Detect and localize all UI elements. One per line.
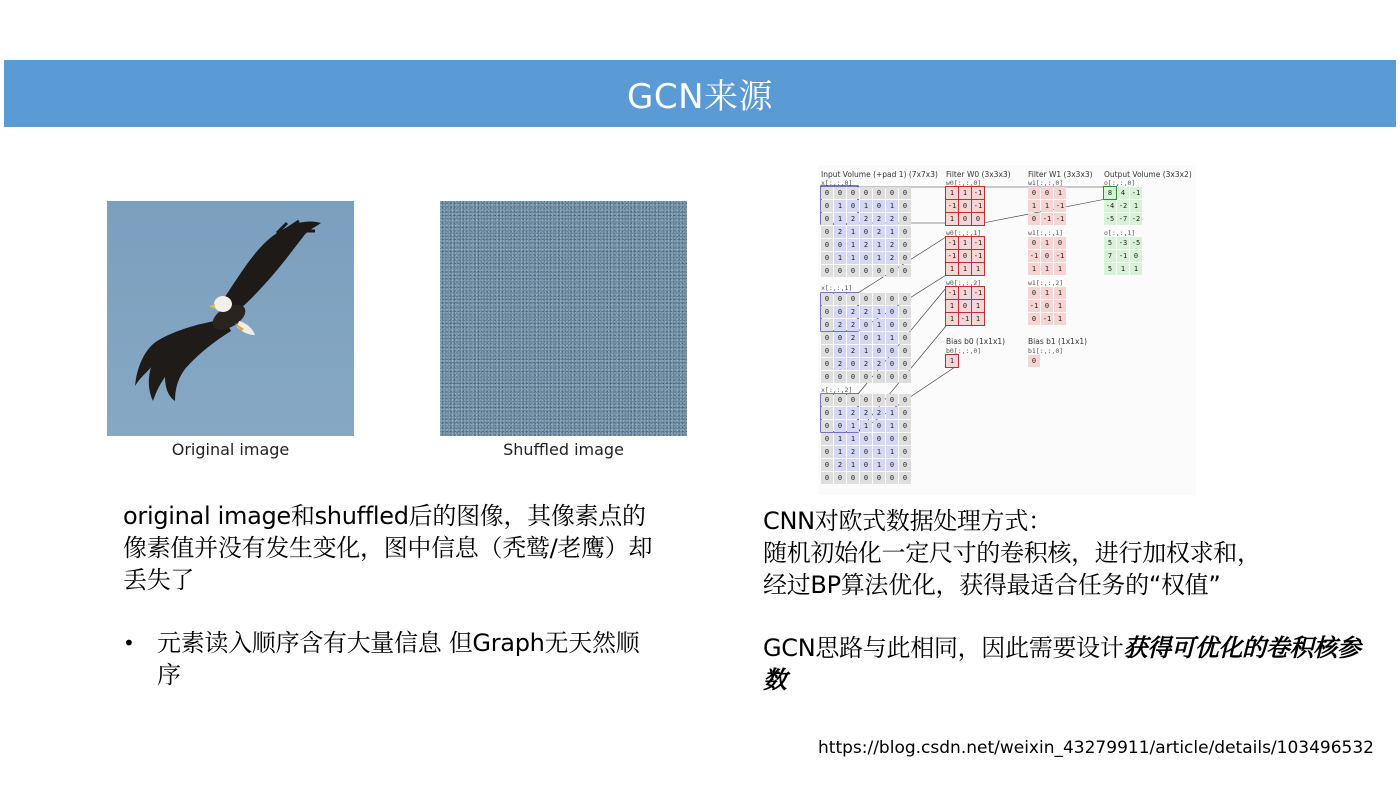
- matrix-cell: 0: [860, 394, 872, 406]
- matrix-cell: 2: [847, 319, 859, 331]
- matrix-cell: 0: [899, 371, 911, 383]
- w02-label: w0[:,:,2]: [946, 279, 982, 287]
- input-volume-header: Input Volume (+pad 1) (7x7x3): [821, 170, 938, 179]
- matrix-cell: -1: [947, 239, 957, 247]
- cnn-line-1: CNN对欧式数据处理方式：: [763, 507, 1052, 535]
- matrix-cell: 2: [834, 358, 846, 370]
- bias-b0-header: Bias b0 (1x1x1): [946, 337, 1006, 346]
- matrix-cell: 1: [946, 213, 958, 225]
- matrix-cell: 0: [1041, 300, 1053, 312]
- matrix-cell: 0: [860, 446, 872, 458]
- matrix-cell: 0: [821, 433, 833, 445]
- matrix-cell: 0: [860, 265, 872, 277]
- matrix-cell: -1: [973, 189, 983, 197]
- bullet-marker: •: [123, 631, 135, 655]
- x2-label: x[:,:,2]: [821, 386, 853, 394]
- matrix-cell: 5: [1104, 237, 1116, 249]
- matrix-cell: 0: [899, 459, 911, 471]
- matrix-cell: 0: [821, 187, 833, 199]
- matrix-cell: 0: [886, 459, 898, 471]
- matrix-cell: 1: [1041, 287, 1053, 299]
- matrix-cell: -5: [1105, 215, 1115, 223]
- matrix-cell: 0: [899, 306, 911, 318]
- right-description: [763, 505, 1363, 601]
- matrix-cell: 1: [959, 263, 971, 275]
- matrix-cell: 0: [873, 200, 885, 212]
- input-slice-1: [821, 293, 911, 383]
- matrix-cell: 1: [873, 239, 885, 251]
- matrix-cell: 0: [821, 252, 833, 264]
- gcn-emphasis-text: 获得可优化的卷积核参数: [763, 634, 1361, 694]
- input-slice-0: [821, 187, 911, 277]
- input-slice-2: [821, 394, 911, 484]
- matrix-cell: -1: [947, 252, 957, 260]
- matrix-cell: 0: [886, 394, 898, 406]
- matrix-cell: 0: [886, 319, 898, 331]
- matrix-cell: 0: [899, 345, 911, 357]
- matrix-cell: 0: [834, 420, 846, 432]
- output-slice-1: [1104, 237, 1142, 275]
- matrix-cell: 0: [821, 306, 833, 318]
- matrix-cell: 0: [821, 226, 833, 238]
- original-image-caption: Original image: [171, 440, 290, 459]
- matrix-cell: 0: [821, 213, 833, 225]
- matrix-cell: 0: [873, 394, 885, 406]
- matrix-cell: 1: [1130, 263, 1142, 275]
- w11-label: w1[:,:,1]: [1028, 229, 1064, 237]
- matrix-cell: 2: [847, 446, 859, 458]
- matrix-cell: 0: [821, 420, 833, 432]
- matrix-cell: 0: [821, 459, 833, 471]
- matrix-cell: -1: [1118, 252, 1128, 260]
- matrix-cell: -1: [973, 289, 983, 297]
- matrix-cell: 0: [899, 226, 911, 238]
- matrix-cell: 1: [886, 200, 898, 212]
- matrix-cell: 2: [873, 407, 885, 419]
- matrix-cell: 8: [1104, 187, 1116, 199]
- matrix-cell: 1: [834, 433, 846, 445]
- matrix-cell: 7: [1104, 250, 1116, 262]
- matrix-cell: 0: [860, 187, 872, 199]
- matrix-cell: -1: [1042, 315, 1052, 323]
- matrix-cell: 0: [860, 293, 872, 305]
- matrix-cell: 0: [834, 345, 846, 357]
- eagle-illustration: [107, 201, 354, 436]
- matrix-cell: 1: [1054, 300, 1066, 312]
- matrix-cell: 0: [972, 213, 984, 225]
- matrix-cell: 0: [873, 433, 885, 445]
- matrix-cell: 1: [834, 213, 846, 225]
- matrix-cell: 2: [834, 319, 846, 331]
- matrix-cell: -1: [973, 239, 983, 247]
- matrix-cell: 0: [834, 187, 846, 199]
- matrix-cell: 1: [946, 187, 958, 199]
- matrix-cell: -1: [1055, 202, 1065, 210]
- matrix-cell: 0: [899, 472, 911, 484]
- matrix-cell: 0: [899, 394, 911, 406]
- matrix-cell: 1: [860, 345, 872, 357]
- matrix-cell: 2: [860, 239, 872, 251]
- matrix-cell: 0: [821, 394, 833, 406]
- matrix-cell: 2: [873, 358, 885, 370]
- bias-b0-value: [946, 355, 958, 367]
- original-eagle-image: [107, 201, 354, 436]
- matrix-cell: 0: [899, 293, 911, 305]
- matrix-cell: 1: [886, 332, 898, 344]
- matrix-cell: 0: [873, 187, 885, 199]
- matrix-cell: 0: [860, 371, 872, 383]
- matrix-cell: 2: [847, 345, 859, 357]
- matrix-cell: 2: [860, 306, 872, 318]
- matrix-cell: 0: [886, 358, 898, 370]
- matrix-cell: 0: [959, 250, 971, 262]
- matrix-cell: 1: [873, 459, 885, 471]
- left-description: [123, 500, 663, 596]
- matrix-cell: 1: [972, 300, 984, 312]
- matrix-cell: 1: [1054, 287, 1066, 299]
- matrix-cell: 1: [1054, 263, 1066, 275]
- matrix-cell: 0: [821, 371, 833, 383]
- w12-label: w1[:,:,2]: [1028, 279, 1064, 287]
- matrix-cell: 1: [1028, 200, 1040, 212]
- matrix-cell: 2: [860, 407, 872, 419]
- matrix-cell: 0: [899, 239, 911, 251]
- matrix-cell: 1: [860, 200, 872, 212]
- source-url: https://blog.csdn.net/weixin_43279911/article/details/103496532: [818, 738, 1375, 758]
- matrix-cell: 1: [972, 313, 984, 325]
- matrix-cell: 0: [899, 319, 911, 331]
- matrix-cell: 0: [834, 306, 846, 318]
- matrix-cell: 2: [886, 252, 898, 264]
- bullet-text: 元素读入顺序含有大量信息 但Graph无天然顺序: [157, 629, 640, 689]
- matrix-cell: 1: [860, 420, 872, 432]
- matrix-cell: 2: [847, 306, 859, 318]
- matrix-cell: 1: [959, 187, 971, 199]
- matrix-cell: 0: [1028, 287, 1040, 299]
- matrix-cell: 2: [886, 213, 898, 225]
- cnn-convolution-diagram: [818, 165, 1196, 495]
- matrix-cell: -7: [1118, 215, 1128, 223]
- matrix-cell: 2: [860, 213, 872, 225]
- left-paragraph: original image和shuffled后的图像，其像素点的像素值并没有发生变化，图中信息（秃鹫/老鹰）却丢失了: [123, 502, 653, 594]
- matrix-cell: 0: [821, 200, 833, 212]
- matrix-cell: 4: [1117, 187, 1129, 199]
- matrix-cell: 0: [899, 433, 911, 445]
- shuffled-noise-image: [440, 201, 687, 436]
- matrix-cell: 1: [972, 263, 984, 275]
- matrix-cell: -1: [947, 289, 957, 297]
- matrix-cell: 5: [1104, 263, 1116, 275]
- matrix-cell: 2: [847, 213, 859, 225]
- matrix-cell: 0: [821, 446, 833, 458]
- slide-title: GCN来源: [626, 77, 774, 117]
- matrix-cell: 0: [847, 265, 859, 277]
- matrix-cell: 0: [1041, 250, 1053, 262]
- matrix-cell: -1: [1131, 189, 1141, 197]
- matrix-cell: 0: [899, 420, 911, 432]
- matrix-cell: 1: [1041, 200, 1053, 212]
- output-volume-header: Output Volume (3x3x2): [1104, 170, 1192, 179]
- matrix-cell: 0: [899, 265, 911, 277]
- matrix-cell: -4: [1105, 202, 1115, 210]
- matrix-cell: 0: [834, 394, 846, 406]
- matrix-cell: 0: [834, 239, 846, 251]
- filter-w0-header: Filter W0 (3x3x3): [946, 170, 1011, 179]
- matrix-cell: 2: [847, 407, 859, 419]
- matrix-cell: 1: [873, 306, 885, 318]
- matrix-cell: 1: [834, 446, 846, 458]
- matrix-cell: 0: [873, 371, 885, 383]
- w10-label: w1[:,:,0]: [1028, 179, 1064, 187]
- matrix-cell: -1: [947, 202, 957, 210]
- bias-b1-value: [1028, 355, 1040, 367]
- matrix-cell: 1: [886, 420, 898, 432]
- matrix-cell: 1: [873, 319, 885, 331]
- matrix-cell: 0: [834, 293, 846, 305]
- filter-w0-slice-2: [946, 287, 984, 325]
- matrix-cell: 0: [959, 300, 971, 312]
- matrix-cell: 1: [946, 355, 958, 367]
- matrix-cell: 0: [959, 200, 971, 212]
- x1-label: x[:,:,1]: [821, 284, 853, 292]
- matrix-cell: 1: [873, 252, 885, 264]
- matrix-cell: 0: [821, 358, 833, 370]
- matrix-cell: 0: [834, 332, 846, 344]
- matrix-cell: 0: [899, 332, 911, 344]
- shuffled-image-caption: Shuffled image: [503, 440, 624, 459]
- matrix-cell: 0: [886, 433, 898, 445]
- matrix-cell: 0: [821, 265, 833, 277]
- matrix-cell: 1: [1028, 263, 1040, 275]
- gcn-paragraph: [763, 632, 1363, 696]
- matrix-cell: 0: [873, 420, 885, 432]
- matrix-cell: -1: [1029, 302, 1039, 310]
- matrix-cell: 2: [847, 332, 859, 344]
- left-bullet-item: [123, 627, 663, 691]
- matrix-cell: 0: [899, 446, 911, 458]
- o1-label: o[:,:,1]: [1104, 229, 1136, 237]
- matrix-cell: -3: [1118, 239, 1128, 247]
- matrix-cell: 0: [886, 265, 898, 277]
- matrix-cell: 2: [834, 459, 846, 471]
- matrix-cell: -2: [1131, 215, 1141, 223]
- matrix-cell: 0: [847, 293, 859, 305]
- matrix-cell: 1: [946, 300, 958, 312]
- matrix-cell: 0: [847, 200, 859, 212]
- matrix-cell: 0: [834, 472, 846, 484]
- matrix-cell: 1: [886, 407, 898, 419]
- matrix-cell: 0: [1041, 187, 1053, 199]
- title-bar: [4, 60, 1396, 127]
- matrix-cell: 0: [860, 332, 872, 344]
- gcn-plain-text: GCN思路与此相同，因此需要设计: [763, 634, 1124, 662]
- matrix-cell: 2: [886, 239, 898, 251]
- matrix-cell: 0: [847, 187, 859, 199]
- matrix-cell: 0: [860, 459, 872, 471]
- b1-label: b1[:,:,0]: [1028, 347, 1064, 355]
- matrix-cell: 0: [899, 200, 911, 212]
- matrix-cell: 0: [886, 306, 898, 318]
- matrix-cell: -1: [973, 202, 983, 210]
- matrix-cell: 0: [821, 319, 833, 331]
- bias-b1-header: Bias b1 (1x1x1): [1028, 337, 1088, 346]
- w01-label: w0[:,:,1]: [946, 229, 982, 237]
- matrix-cell: 1: [1117, 263, 1129, 275]
- matrix-cell: -1: [960, 315, 970, 323]
- matrix-cell: -2: [1118, 202, 1128, 210]
- matrix-cell: 0: [886, 472, 898, 484]
- output-slice-0: [1104, 187, 1142, 225]
- matrix-cell: 0: [847, 358, 859, 370]
- filter-w1-slice-0: [1028, 187, 1066, 225]
- matrix-cell: 0: [959, 213, 971, 225]
- matrix-cell: 1: [847, 433, 859, 445]
- matrix-cell: 1: [834, 407, 846, 419]
- matrix-cell: 1: [847, 252, 859, 264]
- matrix-cell: 1: [959, 287, 971, 299]
- x0-label: x[:,:,0]: [821, 179, 853, 187]
- matrix-cell: 1: [1054, 313, 1066, 325]
- filter-w1-slice-1: [1028, 237, 1066, 275]
- matrix-cell: 0: [1028, 237, 1040, 249]
- matrix-cell: 0: [847, 371, 859, 383]
- matrix-cell: 0: [860, 252, 872, 264]
- matrix-cell: 1: [1130, 200, 1142, 212]
- matrix-cell: 0: [886, 187, 898, 199]
- matrix-cell: 2: [873, 226, 885, 238]
- matrix-cell: 0: [834, 265, 846, 277]
- matrix-cell: 1: [959, 237, 971, 249]
- matrix-cell: 1: [946, 313, 958, 325]
- matrix-cell: 1: [873, 332, 885, 344]
- matrix-cell: 0: [847, 394, 859, 406]
- matrix-cell: 1: [834, 252, 846, 264]
- filter-w1-slice-2: [1028, 287, 1066, 325]
- matrix-cell: 1: [847, 226, 859, 238]
- matrix-cell: 2: [873, 213, 885, 225]
- matrix-cell: 0: [1028, 187, 1040, 199]
- matrix-cell: 0: [873, 472, 885, 484]
- matrix-cell: 1: [847, 459, 859, 471]
- matrix-cell: -1: [973, 252, 983, 260]
- filter-w1-header: Filter W1 (3x3x3): [1028, 170, 1093, 179]
- matrix-cell: 0: [873, 265, 885, 277]
- matrix-cell: 1: [873, 446, 885, 458]
- matrix-cell: -5: [1131, 239, 1141, 247]
- matrix-cell: 0: [1028, 213, 1040, 225]
- matrix-cell: 1: [1054, 187, 1066, 199]
- matrix-cell: 0: [821, 345, 833, 357]
- matrix-cell: 0: [899, 213, 911, 225]
- matrix-cell: 0: [821, 239, 833, 251]
- matrix-cell: 0: [873, 345, 885, 357]
- filter-w0-slice-0: [946, 187, 984, 225]
- matrix-cell: 2: [860, 358, 872, 370]
- matrix-cell: 0: [899, 187, 911, 199]
- matrix-cell: 0: [1130, 250, 1142, 262]
- filter-w0-slice-1: [946, 237, 984, 275]
- matrix-cell: 0: [860, 226, 872, 238]
- matrix-cell: 1: [946, 263, 958, 275]
- cnn-line-2: 随机初始化一定尺寸的卷积核，进行加权求和，: [763, 539, 1261, 567]
- matrix-cell: 1: [1041, 237, 1053, 249]
- matrix-cell: 1: [886, 446, 898, 458]
- matrix-cell: 0: [1028, 313, 1040, 325]
- matrix-cell: 2: [834, 226, 846, 238]
- matrix-cell: 0: [1028, 355, 1040, 367]
- matrix-cell: 0: [899, 407, 911, 419]
- matrix-cell: 0: [821, 407, 833, 419]
- matrix-cell: 1: [886, 226, 898, 238]
- o0-label: o[:,:,0]: [1104, 179, 1136, 187]
- matrix-cell: 0: [899, 252, 911, 264]
- matrix-cell: -1: [1055, 215, 1065, 223]
- matrix-cell: 0: [899, 358, 911, 370]
- matrix-cell: -1: [1055, 252, 1065, 260]
- matrix-cell: 0: [886, 293, 898, 305]
- matrix-cell: 0: [873, 293, 885, 305]
- matrix-cell: 1: [834, 200, 846, 212]
- matrix-cell: 0: [821, 332, 833, 344]
- b0-label: b0[:,:,0]: [946, 347, 982, 355]
- matrix-cell: 0: [860, 319, 872, 331]
- matrix-cell: 0: [860, 472, 872, 484]
- matrix-cell: 0: [847, 472, 859, 484]
- matrix-cell: 0: [886, 371, 898, 383]
- matrix-cell: -1: [1029, 252, 1039, 260]
- w00-label: w0[:,:,0]: [946, 179, 982, 187]
- matrix-cell: 1: [847, 420, 859, 432]
- matrix-cell: 1: [847, 239, 859, 251]
- matrix-cell: -1: [1042, 215, 1052, 223]
- cnn-line-3: 经过BP算法优化，获得最适合任务的“权值”: [763, 571, 1221, 599]
- matrix-cell: 0: [1054, 237, 1066, 249]
- matrix-cell: 1: [1041, 263, 1053, 275]
- matrix-cell: 0: [821, 472, 833, 484]
- matrix-cell: 0: [860, 433, 872, 445]
- matrix-cell: 0: [821, 293, 833, 305]
- matrix-cell: 0: [834, 371, 846, 383]
- matrix-cell: 0: [886, 345, 898, 357]
